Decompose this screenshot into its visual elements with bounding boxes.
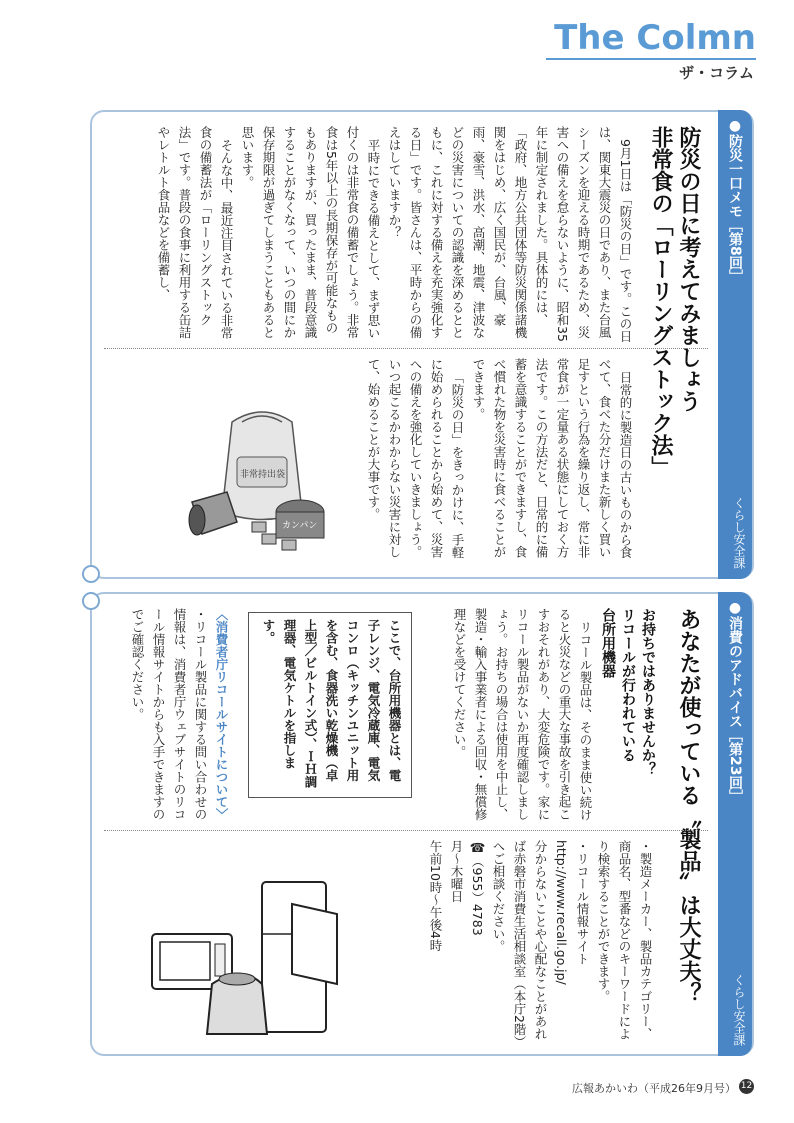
- recall-site-url[interactable]: http://www.recall.go.jp/: [554, 840, 569, 985]
- office-days: 月～木曜日: [449, 840, 464, 903]
- section-divider: [104, 348, 708, 349]
- paragraph: 平時にできる備えとして、まず思い付くのは非常食の備蓄でしょう。非常食は5年以上の長期保存が可能なものもありますが、買ったまま、普段意識することがなくなって、いつの間にか保存期限が過ぎてしまうこともあると思います。: [240, 126, 381, 339]
- paragraph: 「防災の日」をきっかけに、手軽に始められることから始めて、災害への備えを強化していきましょう。いつ起こるかわからない災害に対して、始めることが大事です。: [366, 358, 465, 558]
- subhead-block: [598, 608, 658, 808]
- search-info-text: ・製造メーカー、製品カテゴリー、商品名、型番などのキーワードにより検索することができます。: [596, 840, 653, 1040]
- appliances-illustration: [142, 874, 342, 1044]
- subhead-line: リコールが行われている: [620, 608, 636, 762]
- department-label: くらし安全課: [732, 497, 746, 569]
- article-consumer-panel: [90, 592, 754, 1056]
- title-line-1: 防災の日に考えてみましょう: [676, 126, 701, 412]
- header-subtitle: ザ・コラム: [679, 64, 754, 82]
- phone-number: ☎（955）4783: [470, 840, 485, 936]
- recall-info-text: ・リコール製品に関する問い合わせの情報は、消費者庁ウェブサイトのリコール情報サイトからも入手できますのでご確認ください。: [130, 608, 208, 821]
- article-tab-label: ●消費のアドバイス［第23回］: [727, 600, 743, 804]
- recall-site-section: [102, 608, 232, 826]
- header-divider: [546, 58, 756, 60]
- paragraph: そんな中、最近注目されている非常食の備蓄法が「ローリングストック法」です。普段の食事に利用する缶詰やレトルト食品などを備蓄し、: [156, 126, 234, 339]
- article-tab-label: ●防災一口メモ［第8回］: [727, 118, 743, 284]
- article-body-bottom: [336, 358, 636, 566]
- department-label: くらし安全課: [732, 974, 746, 1046]
- article-title: [646, 126, 702, 566]
- bag-label: 非常持出袋: [240, 470, 286, 480]
- paragraph: リコール製品は、そのまま使い続けると火災などの重大な事故を引き起こすおそれがあり、大変危険です。家にリコール製品がないか再度確認しましょう。お持ちの場合は使用を中止し、製造・輸入事業者による回収・無償修理などを受けてください。: [452, 608, 593, 821]
- definition-box: ここで、台所用機器とは、電子レンジ、電気冷蔵庫、電気コンロ（キッチンユニット用を含む、食器洗い乾燥機（卓上型／ビルトイン式）、ＩＨ調理器、電気ケトルを指します。: [248, 612, 412, 798]
- section-divider: [104, 830, 708, 831]
- consultation-text: 分からないことや心配なことがあれば赤磐市消費生活相談室（本庁2階）へご相談ください。: [491, 840, 548, 1048]
- title-line-2: 非常食の「ローリングストック法」: [648, 126, 673, 478]
- panel-dot: [82, 565, 100, 583]
- subhead-line: お持ちではありませんか？: [640, 608, 656, 776]
- header-title: The Colmn: [554, 18, 756, 58]
- recall-site-heading: 〈消費者庁リコールサイトについて〉: [214, 608, 229, 821]
- recall-site-label: ・リコール情報サイト: [575, 840, 590, 965]
- article-body-top: [76, 126, 636, 344]
- article-disaster-panel: [90, 110, 754, 579]
- panel-dot: [82, 592, 100, 610]
- footer-publication: 広報あかいわ（平成26年9月号）: [572, 1082, 736, 1095]
- paragraph: 9月1日は「防災の日」です。この日は、関東大震災の日であり、また台風シーズンを迎える時期であるため、災害への備えを怠らないように、昭和35年に制定されました。具体的には、「政府、地方公共団体等防災関係諸機関をはじめ、広く国民が、台風、豪雨、豪雪、洪水、高潮、地震、津波などの災害についての認識を深めるとともに、これに対する備えを充実強化する日」です。皆さんは、平時からの備えはしていますか？: [387, 126, 633, 342]
- article-body-top: [416, 608, 596, 826]
- office-hours: 午前10時～午後4時: [428, 840, 443, 952]
- article-title: あなたが使っている〝製品〟は大丈夫？: [676, 608, 701, 1004]
- can-label: カンパン: [282, 521, 318, 531]
- paragraph: 日常的に製造日の古いものから食べて、食べた分だけまた新しく買い足すという行為を繰り返し、常に非常食が一定量ある状態にしておく方法です。この方法だと、日常的に備蓄を意識することができますし、食べ慣れた物を災害時に食べることができます。: [471, 358, 633, 558]
- page-number: 12: [739, 1079, 754, 1094]
- article-body-bottom: [366, 840, 656, 1048]
- subhead-line: 台所用機器: [600, 608, 616, 678]
- emergency-supplies-illustration: [182, 402, 342, 562]
